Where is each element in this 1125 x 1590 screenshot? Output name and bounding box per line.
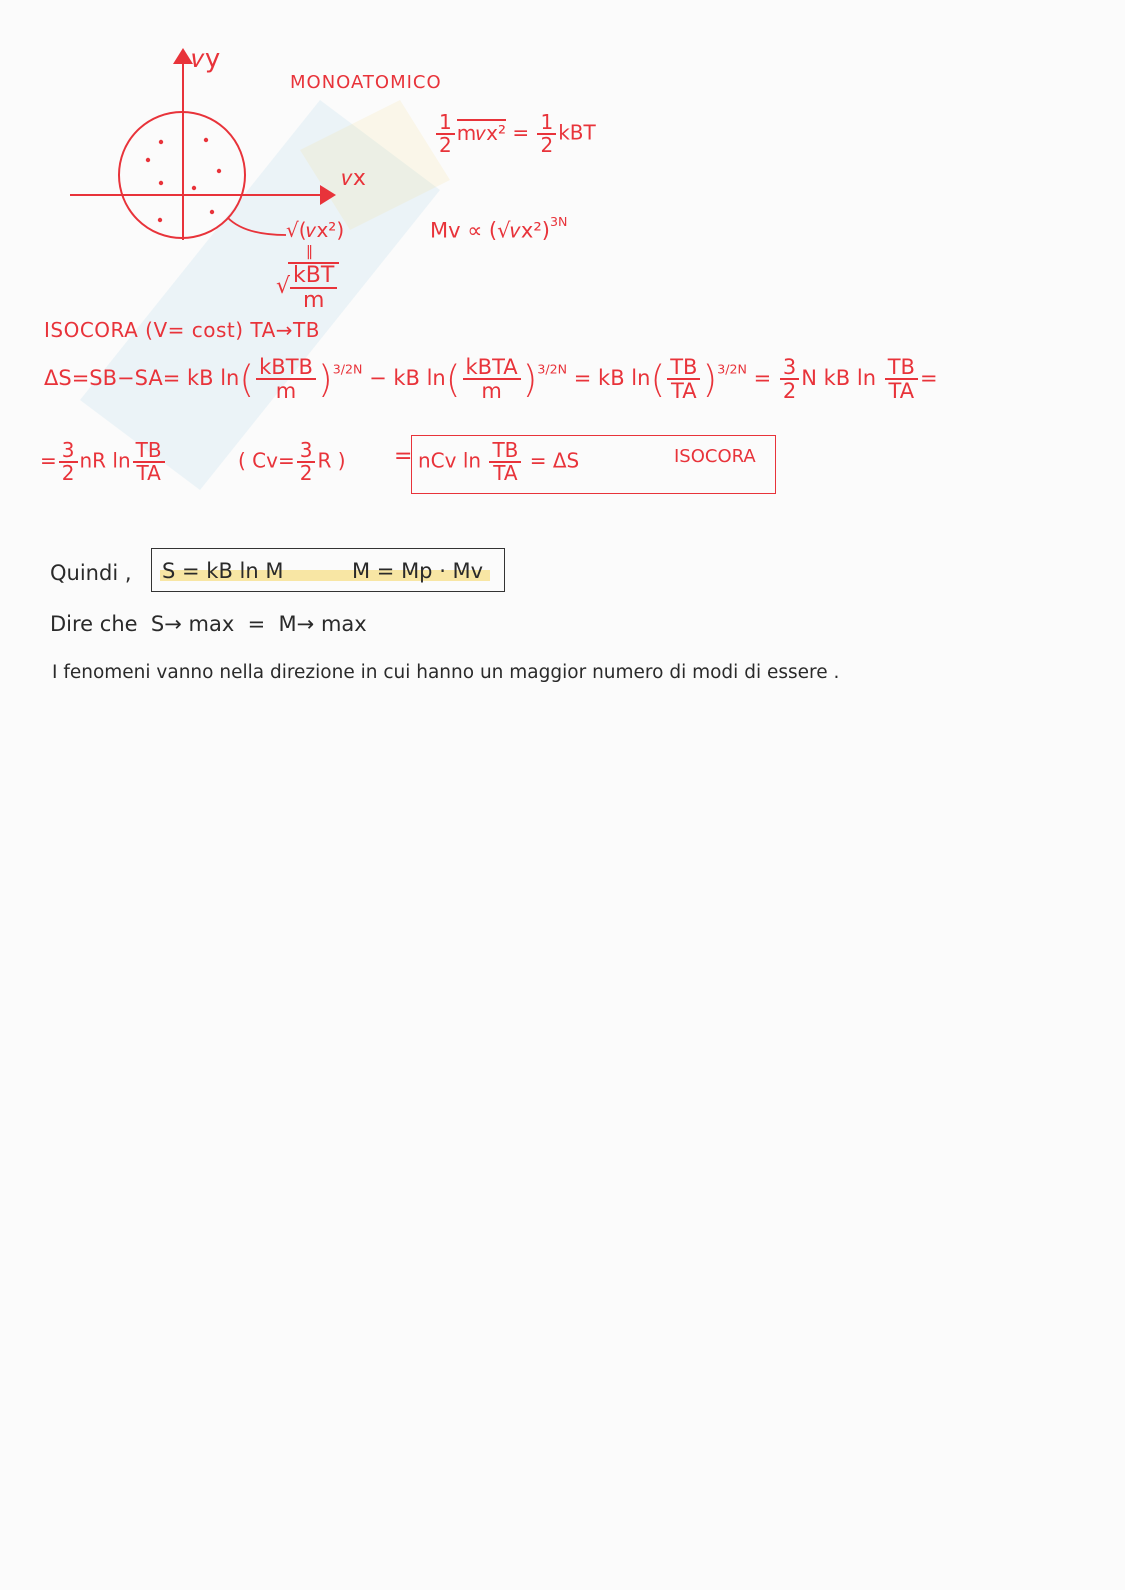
eq1-lhs-num: 1 <box>436 112 455 135</box>
eq1-lhs-fraction <box>436 112 455 156</box>
l1-f1 <box>256 356 316 402</box>
box-fraction <box>489 440 521 484</box>
l1-exp2: 3/2N <box>537 361 568 377</box>
box-equals: = <box>394 444 413 469</box>
box-f-num: TB <box>489 440 521 463</box>
rms-pointer <box>228 218 286 235</box>
l1-eq: = kB ln <box>573 366 651 391</box>
l2-f1 <box>59 440 78 484</box>
mv-exponent: 3N <box>549 214 568 229</box>
eq1-rhs-num: 1 <box>537 112 556 135</box>
paren-close-icon: ) <box>522 357 538 402</box>
cv-fraction <box>297 440 316 484</box>
l1-f4-num: 3 <box>780 356 799 380</box>
l2-f2-den: TA <box>136 461 161 485</box>
l1-f4-den: 2 <box>782 379 797 404</box>
paren-close-icon: ) <box>317 357 333 402</box>
isocora-box-label: ISOCORA <box>674 446 756 467</box>
l1-f3-den: TA <box>671 379 697 404</box>
eq1-rhs-fraction <box>537 112 556 156</box>
paren-open-icon: ( <box>445 357 461 402</box>
cv-num: 3 <box>297 440 316 463</box>
box-end: = ΔS <box>529 448 580 473</box>
mv-proportionality <box>430 214 567 243</box>
cv-open: ( Cv= <box>238 448 295 473</box>
l1-exp3: 3/2N <box>717 361 747 377</box>
l1-end: = <box>919 366 938 391</box>
l1-f5-num: TB <box>885 356 918 380</box>
paren-open-icon: ( <box>239 357 255 402</box>
cv-den: 2 <box>299 461 313 485</box>
l2-nrln: nR ln <box>79 448 131 473</box>
entropy-formula: S = kB ln M <box>162 559 284 583</box>
l2-start: = <box>40 448 57 473</box>
l1-f4 <box>780 356 799 402</box>
l1-minus: − kB ln <box>369 366 446 391</box>
eq1-rhs-den: 2 <box>540 133 554 157</box>
rms-expression <box>276 262 341 312</box>
entropy-line-1 <box>44 356 938 402</box>
l2-f2 <box>133 440 165 484</box>
isocora-heading: ISOCORA (V= cost) TA→TB <box>44 318 320 342</box>
rms-fraction <box>288 262 339 312</box>
l2-f1-den: 2 <box>61 461 75 485</box>
sqrt-sign-icon: √ <box>276 274 291 300</box>
cv-definition <box>238 440 346 484</box>
eq1-lhs-den: 2 <box>439 133 452 157</box>
l1-f5-den: TA <box>888 379 915 404</box>
axis-y-label: 𝜈y <box>192 44 221 74</box>
cv-close: R ) <box>317 448 346 473</box>
l2-f1-num: 3 <box>59 440 78 463</box>
eq1-rhs-body: kBT <box>558 120 596 145</box>
eq1-equals: = <box>512 120 530 145</box>
equals-mark: ‖ <box>306 244 313 260</box>
rms-num: kBT <box>290 264 337 289</box>
microstate-formula: M = Mp · Mv <box>352 559 484 583</box>
kinetic-equation <box>434 112 596 156</box>
dire-che-line: Dire che S→ max = M→ max <box>50 612 367 636</box>
l1-start: ΔS=SB−SA= kB ln <box>44 366 240 391</box>
rms-label: √(𝜈x²) <box>286 218 345 242</box>
l1-f3 <box>667 356 700 402</box>
l1-f2-num: kBTA <box>463 356 521 380</box>
l1-f5 <box>885 356 918 402</box>
l1-exp1: 3/2N <box>332 361 363 377</box>
l1-f1-num: kBTB <box>256 356 316 380</box>
l1-f1-den: m <box>275 379 297 404</box>
phenomena-sentence: I fenomeni vanno nella direzione in cui hanno un maggior numero di modi di essere . <box>52 662 840 683</box>
page-title: MONOATOMICO <box>290 72 442 93</box>
l1-nkb: N kB ln <box>801 366 877 391</box>
eq1-lhs-body: m𝜈x² <box>456 120 506 145</box>
rms-den: m <box>302 288 325 314</box>
mv-expression: Mv ∝ (√𝜈x²) <box>430 218 550 243</box>
isocora-result <box>418 440 579 484</box>
box-f-den: TA <box>493 461 518 485</box>
l2-f2-num: TB <box>133 440 165 463</box>
l1-f2 <box>463 356 521 402</box>
l1-f3-num: TB <box>667 356 700 380</box>
l1-eq2: = <box>753 366 772 391</box>
quindi-label: Quindi , <box>50 561 132 585</box>
paren-open-icon: ( <box>650 357 666 402</box>
l1-f2-den: m <box>481 379 502 404</box>
box-start: nCv ln <box>418 448 482 473</box>
entropy-line-2 <box>40 440 167 484</box>
axis-x-label: 𝜈x <box>342 166 366 191</box>
paren-close-icon: ) <box>702 357 718 402</box>
